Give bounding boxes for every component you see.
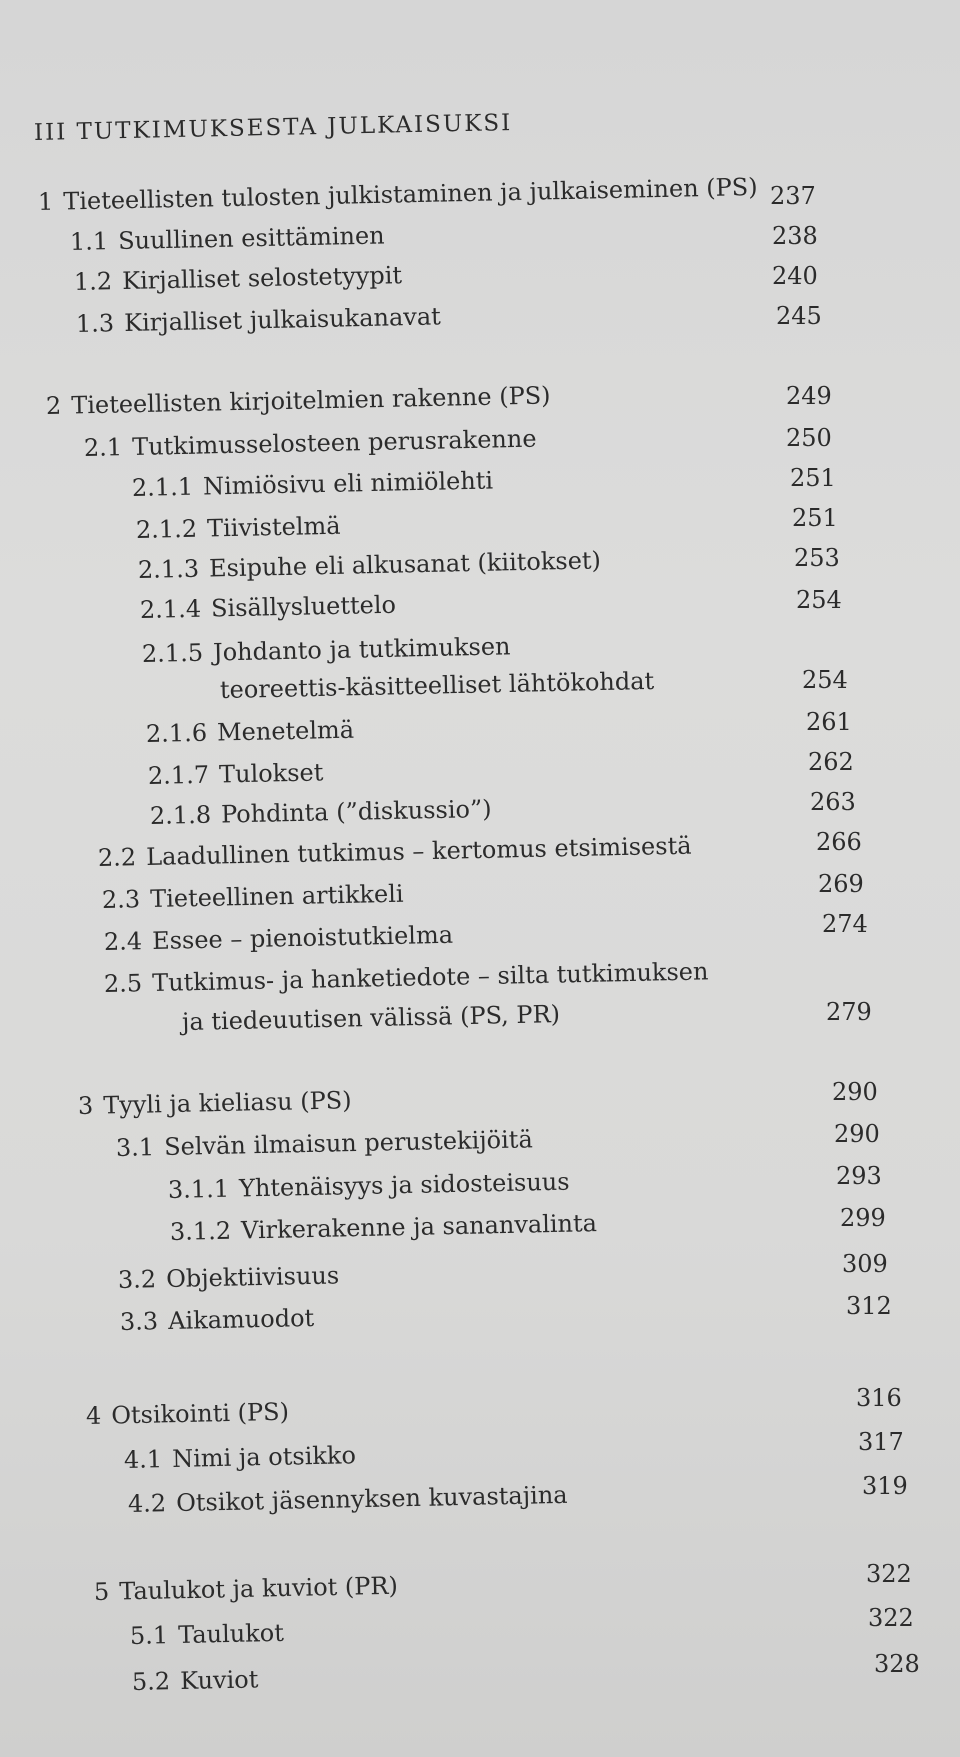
toc-entry (132, 468, 494, 500)
toc-entry-title: Sisällysluettelo (210, 590, 397, 623)
toc-entry-title: Pohdinta (”diskussio”) (220, 794, 492, 829)
toc-entry-title: Tutkimusselosteen perusrakenne (131, 424, 537, 461)
toc-entry-title: Tyyli ja kieliasu (PS) (102, 1086, 352, 1120)
toc-entry (83, 424, 537, 462)
toc-entry-title: Tutkimus- ja hanketiedote – silta tutkimuksen (151, 957, 709, 997)
toc-entry (74, 263, 403, 294)
toc-entry-page: 290 (834, 1120, 880, 1148)
toc-entry-number: 1.3 (75, 309, 115, 338)
toc-entry-page: 261 (806, 708, 852, 736)
toc-entry-number: 1 (37, 187, 54, 216)
toc-entry (132, 1667, 259, 1694)
toc-entry-number: 2.1.8 (149, 800, 212, 830)
toc-entry (76, 304, 441, 336)
toc-entry-title: Nimiösivu eli nimiölehti (202, 466, 494, 501)
toc-entry-title: Virkerakenne ja sananvalinta (240, 1209, 598, 1245)
toc-entry-number: 2.1.6 (145, 718, 208, 748)
toc-entry (142, 634, 511, 666)
toc-entry-number: 2.3 (101, 885, 141, 914)
toc-entry-title: Kuviot (179, 1665, 259, 1695)
toc-entry-page: 249 (786, 382, 832, 410)
toc-entry (101, 879, 404, 914)
toc-entry-title: Aikamuodot (167, 1303, 315, 1335)
toc-entry-page: 251 (792, 504, 838, 532)
toc-entry (129, 1618, 285, 1650)
toc-entry-page: 316 (856, 1384, 902, 1412)
toc-entry-number: 2.1 (83, 433, 123, 462)
toc-entry-page: 238 (772, 222, 818, 250)
toc-entry-number: 2.1.1 (131, 472, 194, 502)
toc-entry-title: Tieteellisten tulosten julkistaminen ja julkaiseminen (PS) (62, 172, 758, 216)
toc-entry-title: Tiivistelmä (206, 511, 341, 543)
toc-entry-number: 3.3 (119, 1307, 159, 1336)
toc-entry-number: 4.1 (123, 1445, 163, 1474)
toc-entry-page: 245 (776, 302, 822, 330)
toc-entry-title: Suullinen esittäminen (117, 221, 385, 255)
toc-entry (139, 590, 397, 624)
toc-entry-page: 290 (832, 1078, 878, 1106)
toc-entry (149, 794, 492, 830)
toc-entry (116, 1127, 533, 1160)
toc-entry-title: Taulukot (177, 1618, 285, 1649)
toc-entry-title: Tulokset (218, 758, 324, 789)
toc-entry-title: Esipuhe eli alkusanat (kiitokset) (208, 546, 602, 583)
toc-entry-title: Tieteellinen artikkeli (149, 879, 404, 913)
toc-entry (119, 1303, 315, 1336)
toc-entry-number: 3 (77, 1091, 94, 1120)
toc-entry-page: 309 (842, 1250, 888, 1278)
toc-entry-number: 1.2 (73, 267, 113, 296)
toc-entry-title: Selvän ilmaisun perustekijöitä (163, 1125, 533, 1161)
toc-entry-number: 2.1.3 (137, 554, 200, 584)
toc-entry (167, 1167, 570, 1204)
toc-entry-page: 240 (772, 262, 818, 290)
toc-entry-page: 279 (826, 998, 872, 1026)
toc-entry-number: 2.4 (103, 927, 143, 956)
toc-entry-title: Otsikot jäsennyksen kuvastajina (175, 1480, 568, 1517)
toc-entry (135, 511, 341, 544)
toc-entry (148, 760, 324, 788)
toc-entry-title: Nimi ja otsikko (171, 1441, 357, 1473)
toc-entry-number: 2 (45, 391, 62, 420)
toc-entry-page: 317 (858, 1428, 904, 1456)
toc-entry (78, 1088, 352, 1118)
toc-entry-title: Taulukot ja kuviot (PR) (118, 1571, 399, 1606)
toc-entry-number: 2.2 (97, 843, 137, 872)
toc-entry (124, 1443, 356, 1472)
toc-entry-number: 4.2 (127, 1489, 167, 1518)
toc-entry-page: 319 (862, 1472, 908, 1500)
toc-entry-number: 2.5 (103, 969, 143, 998)
toc-entry-number: 3.2 (117, 1265, 157, 1294)
toc-entry (85, 1397, 290, 1430)
toc-entry-page: 262 (808, 748, 854, 776)
toc-entry (37, 172, 758, 216)
toc-entry (104, 959, 709, 996)
part-title: III TUTKIMUKSESTA JULKAISUKSI (33, 109, 513, 146)
toc-entry-number: 2.1.5 (141, 638, 204, 668)
toc-entry (70, 223, 385, 254)
toc-entry-number: 3.1.2 (169, 1216, 232, 1246)
toc-entry-page: 299 (840, 1204, 886, 1232)
toc-entry (118, 1263, 340, 1292)
toc-entry-number: 5.1 (129, 1621, 169, 1650)
toc-entry-number: 3.1.1 (167, 1174, 230, 1204)
toc-entry-page: 263 (810, 788, 856, 816)
toc-entry-title: Laadullinen tutkimus – kertomus etsimisestä (145, 831, 692, 871)
toc-entry-number: 5 (93, 1577, 110, 1606)
toc-entry-number: 4 (85, 1401, 102, 1430)
toc-entry-number: 5.2 (131, 1667, 171, 1696)
toc-entry-page: 322 (866, 1560, 912, 1588)
toc-entry-page: 269 (818, 870, 864, 898)
toc-entry-page: 254 (796, 586, 842, 614)
toc-entry-title: Yhtenäisyys ja sidosteisuus (238, 1167, 570, 1203)
toc-entry-page: 293 (836, 1162, 882, 1190)
toc-entry (46, 383, 551, 418)
toc-entry (127, 1480, 568, 1518)
toc-entry-number: 2.1.2 (135, 514, 198, 544)
toc-entry-number: 1.1 (69, 227, 109, 256)
toc-entry (93, 1571, 399, 1606)
toc-entry-title: Objektiivisuus (165, 1261, 340, 1293)
toc-entry-page: 328 (874, 1650, 920, 1678)
toc-entry-page: 312 (846, 1292, 892, 1320)
toc-entry-title: Menetelmä (216, 715, 355, 747)
toc-entry-title: Kirjalliset selostetyypit (121, 261, 403, 295)
toc-entry-page: 250 (786, 424, 832, 452)
toc-entry-number: 2.1.4 (139, 594, 202, 624)
toc-entry-title: Essee – pienoistutkielma (151, 920, 454, 955)
toc-entry (138, 548, 601, 582)
toc-entry-title: Kirjalliset julkaisukanavat (123, 302, 442, 337)
toc-entry-number: 2.1.7 (147, 760, 210, 790)
toc-entry-page: 251 (790, 464, 836, 492)
toc-entry-page: 254 (802, 666, 848, 694)
toc-entry-title: Tieteellisten kirjoitelmien rakenne (PS) (70, 381, 551, 420)
toc-entry-page: 266 (816, 828, 862, 856)
toc-entry (97, 831, 692, 872)
toc-entry (145, 715, 355, 748)
toc-entry-title: Otsikointi (PS) (110, 1397, 290, 1430)
toc-entry-title-continued: teoreettis-käsitteelliset lähtökohdat (219, 666, 655, 704)
toc-entry-title-continued: ja tiedeuutisen välissä (PS, PR) (181, 1000, 561, 1036)
toc-entry-title: Johdanto ja tutkimuksen (212, 632, 511, 667)
toc-entry-page: 274 (822, 910, 868, 938)
toc-entry (103, 920, 454, 956)
toc-entry-page: 322 (868, 1604, 914, 1632)
toc-entry-number: 3.1 (115, 1133, 155, 1162)
toc-entry-page: 237 (770, 182, 816, 210)
toc-entry (170, 1211, 597, 1244)
toc-entry-page: 253 (794, 544, 840, 572)
